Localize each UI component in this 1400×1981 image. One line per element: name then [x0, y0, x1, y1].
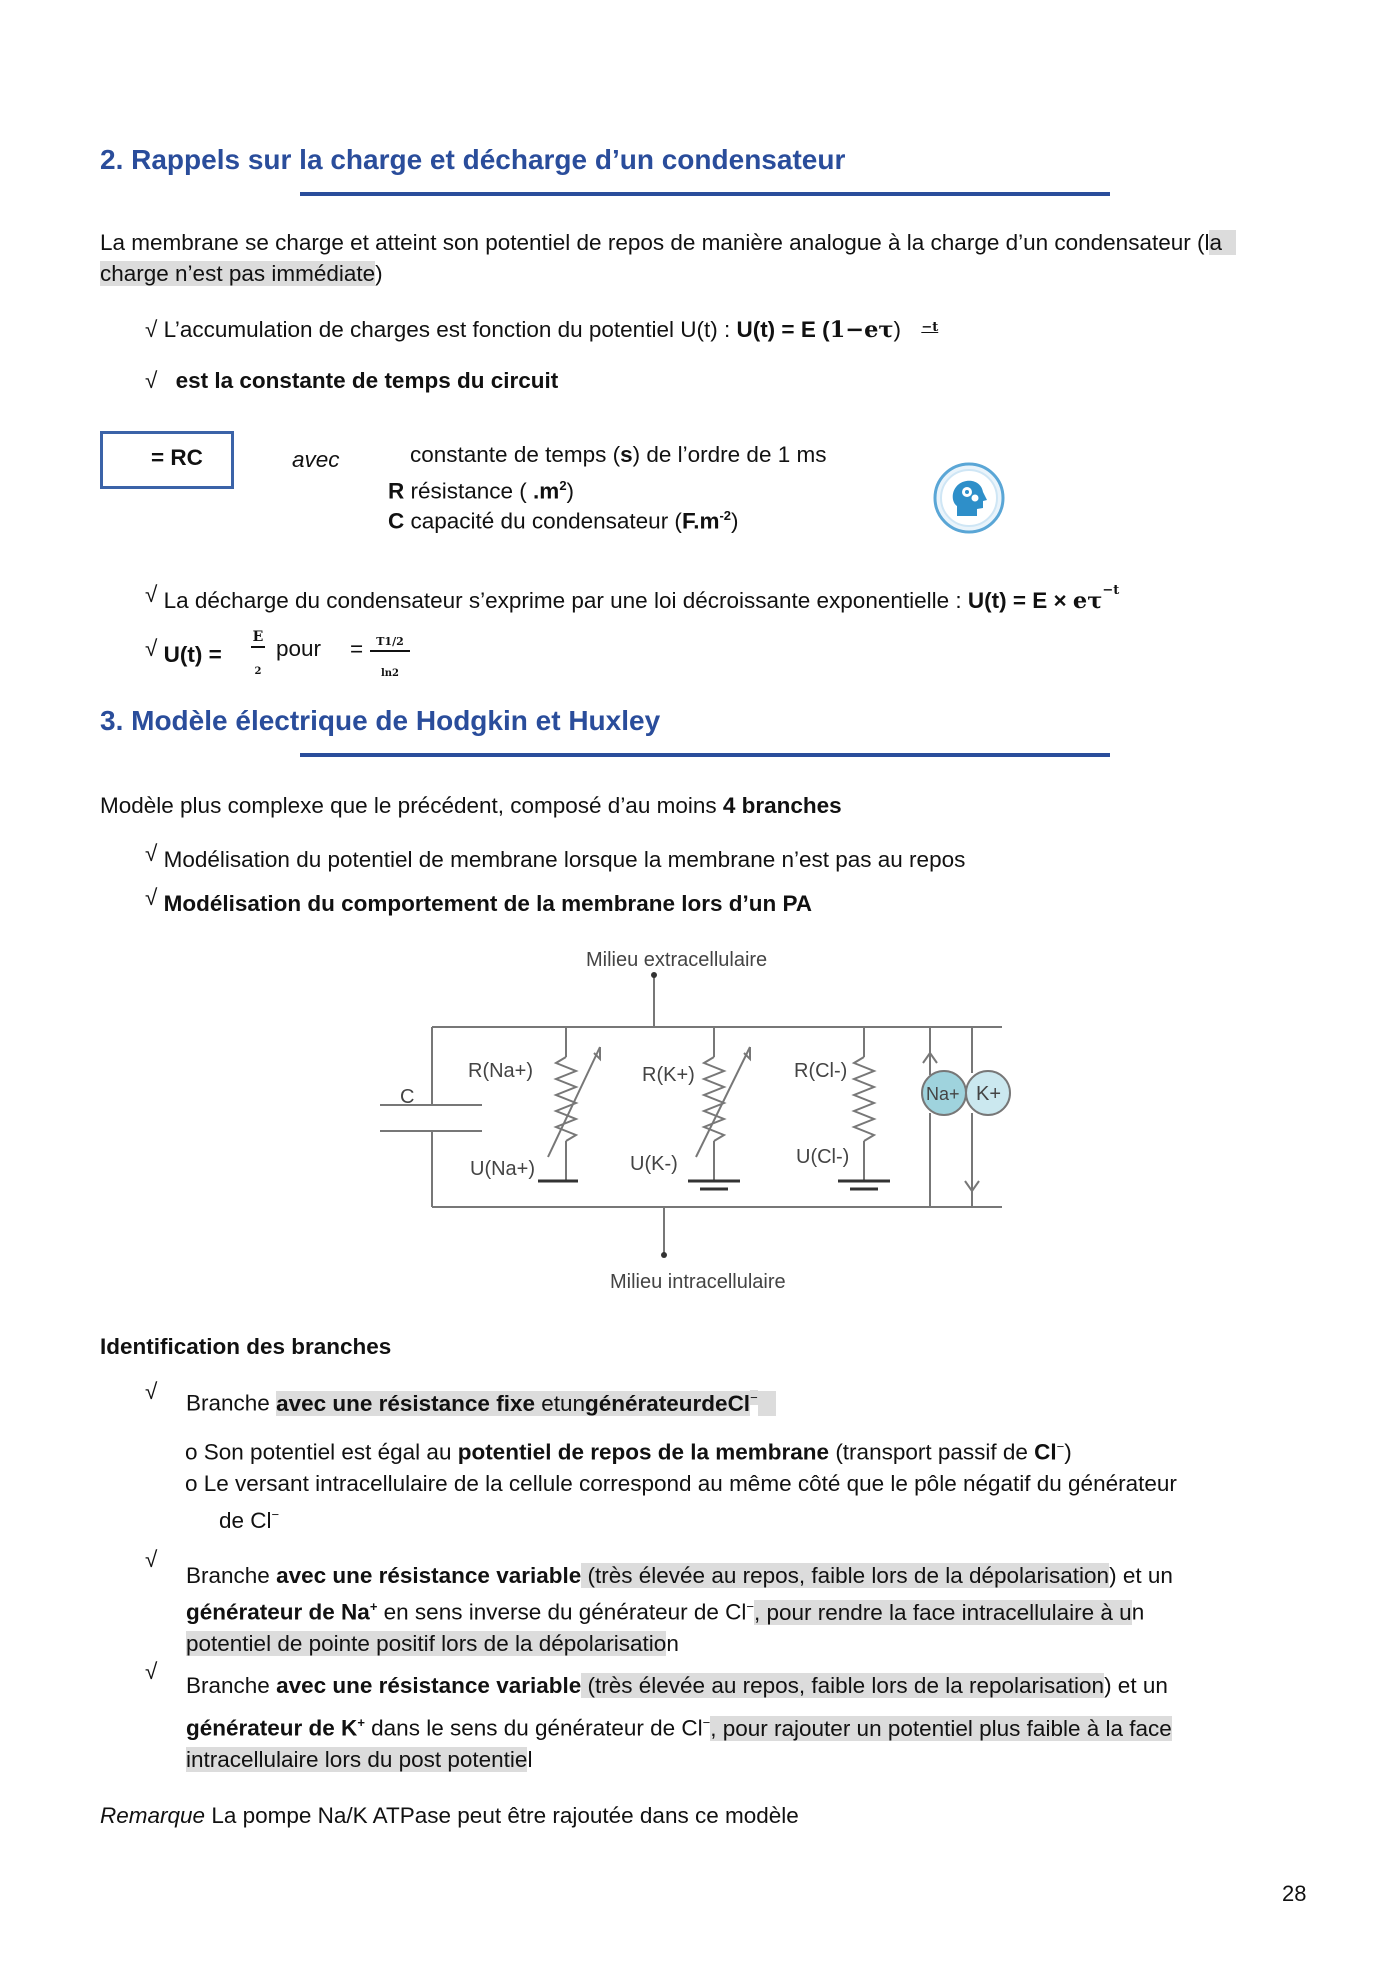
section-2-rule	[300, 192, 1110, 196]
branch-cl-sub2: o Le versant intracellulaire de la cellule correspond au même côté que le pôle négatif du générateur de Cl−	[185, 1471, 1177, 1533]
u-na-label: U(Na+)	[470, 1158, 536, 1180]
pump-k-label: K+	[976, 1083, 1002, 1105]
r-k-label: R(K+)	[642, 1064, 695, 1086]
bullet-half-life: √ U(t) =	[145, 636, 222, 667]
capacitor-label: C	[400, 1086, 415, 1108]
pour-label: pour	[276, 636, 322, 661]
bullet-discharge: √ La décharge du condensateur s’exprime par une loi décroissante exponentielle : $U(t) = E \times e\tau^{-t}$	[145, 582, 1120, 614]
equals-sign: =	[350, 636, 364, 661]
circuit-bottom-label: Milieu intracellulaire	[610, 1271, 786, 1293]
check-icon: √	[145, 841, 158, 866]
pump-na-label: Na+	[926, 1084, 960, 1104]
fraction-e-den: 2	[254, 666, 262, 677]
branch-k: Branche avec une résistance variable (très élevée au repos, faible lors de la repolarisation) et un générateur de K+ dans le sens du générateur de Cl−, pour rajouter un potentiel plus faible à la face intracellulaire lors du post potentiel	[186, 1673, 1172, 1772]
check-icon: √	[145, 368, 158, 393]
identification-title: Identification des branches	[100, 1334, 392, 1359]
fraction-t-den: ln2	[380, 668, 400, 679]
head-gears-icon	[933, 462, 1005, 534]
circuit-top-label: Milieu extracellulaire	[586, 949, 768, 971]
check-icon: √	[145, 636, 158, 661]
check-icon: √	[145, 317, 158, 342]
check-icon: √	[145, 582, 158, 607]
section-3-title: 3. Modèle électrique de Hodgkin et Huxley	[100, 705, 661, 736]
rc-formula-box: = RC	[100, 431, 234, 489]
fraction-t-num: T1/2	[370, 634, 410, 652]
def-tau: constante de temps (s) de l’ordre de 1 ms	[410, 442, 827, 467]
def-r: R résistance ( $.m^2$)	[388, 478, 575, 504]
check-icon: √	[145, 885, 158, 910]
branch-na: Branche avec une résistance variable (très élevée au repos, faible lors de la dépolarisation) et un générateur de Na+ en sens inverse du générateur de Cl−, pour rendre la face intracellulaire à un potentiel de pointe positif lors de la dépolarisation	[186, 1563, 1173, 1656]
check-icon: √	[145, 1547, 158, 1572]
section-3-rule	[300, 753, 1110, 757]
r-na-label: R(Na+)	[468, 1060, 534, 1082]
u-k-label: U(K-)	[630, 1153, 678, 1175]
u-cl-label: U(Cl-)	[796, 1146, 850, 1168]
check-icon: √	[145, 1659, 158, 1684]
check-icon: √	[145, 1379, 158, 1404]
bullet-accumulation: √ L’accumulation de charges est fonction du potentiel U(t) : U(t) = E (1−eτ) $^{-t}$	[145, 317, 939, 343]
hodgkin-huxley-circuit	[370, 935, 1030, 1305]
avec-label: avec	[292, 447, 340, 472]
page-number: 28	[1282, 1881, 1307, 1906]
remark: Remarque La pompe Na/K ATPase peut être rajoutée dans ce modèle	[100, 1803, 799, 1828]
bullet-modelisation-potentiel: √ Modélisation du potentiel de membrane lorsque la membrane n’est pas au repos	[145, 841, 966, 872]
branch-cl: Branche avec une résistance fixe etungénérateurdeCl−	[186, 1382, 776, 1419]
r-cl-label: R(Cl-)	[794, 1060, 848, 1082]
section-2-intro: La membrane se charge et atteint son potentiel de repos de manière analogue à la charge d’un condensateur (la charge n’est pas immédiate)	[100, 227, 1330, 289]
bullet-modelisation-pa: √ Modélisation du comportement de la membrane lors d’un PA	[145, 885, 813, 916]
section-3-intro: Modèle plus complexe que le précédent, composé d’au moins 4 branches	[100, 793, 842, 818]
branch-cl-sub1: o Son potentiel est égal au potentiel de repos de la membrane (transport passif de Cl−)	[185, 1439, 1072, 1465]
def-c: C capacité du condensateur $(F.m^{-2})$	[388, 508, 739, 534]
fraction-e-num: E	[251, 628, 265, 648]
section-2-title: 2. Rappels sur la charge et décharge d’un condensateur	[100, 144, 846, 175]
bullet-time-constant: √ est la constante de temps du circuit	[145, 368, 559, 393]
